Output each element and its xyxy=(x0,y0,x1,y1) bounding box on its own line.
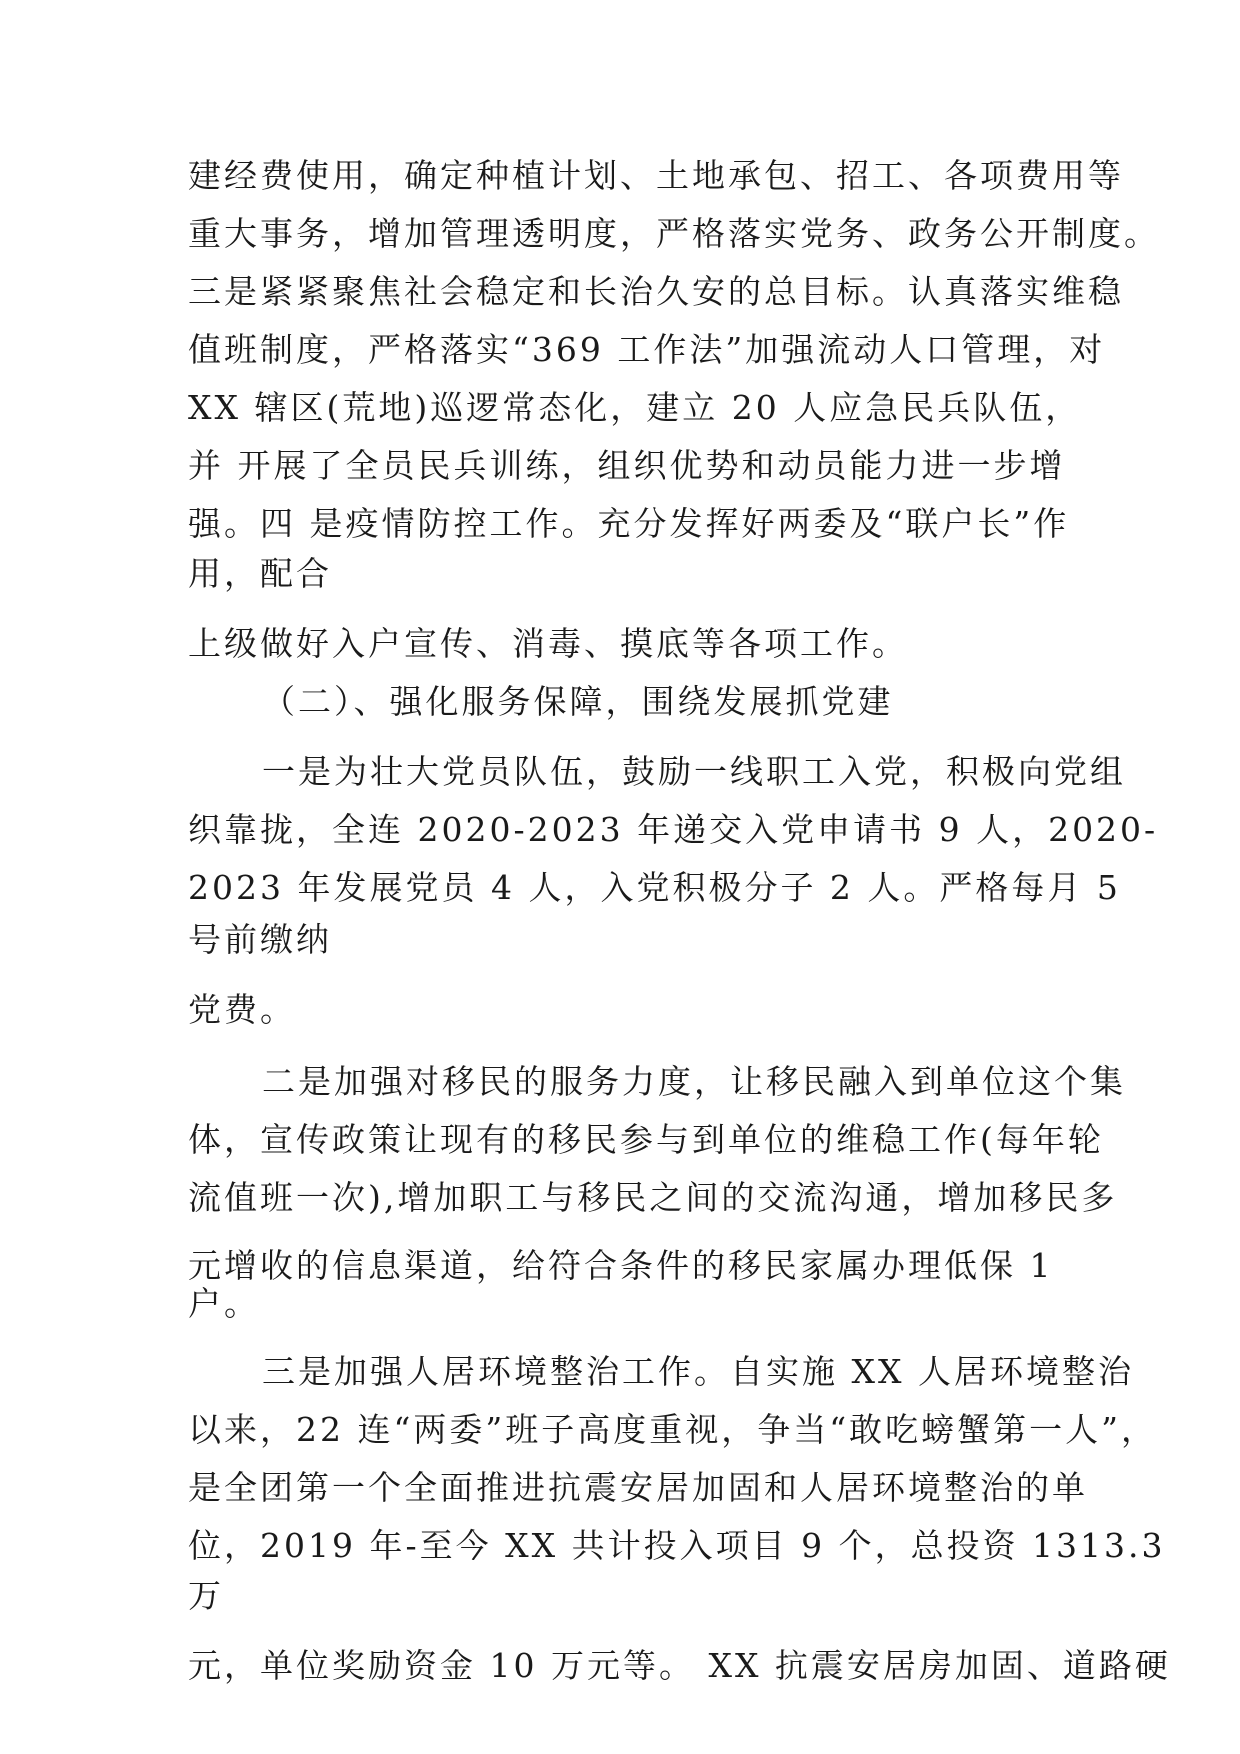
body-text-line: 上级做好入户宣传、消毒、摸底等各项工作。 xyxy=(188,624,908,663)
body-text-line: 2023 年发展党员 4 人，入党积极分子 2 人。严格每月 5 xyxy=(188,868,1121,907)
body-text-line: 以来，22 连“两委”班子高度重视，争当“敢吃螃蟹第一人”， xyxy=(188,1410,1157,1449)
body-text-line: 位，2019 年-至今 XX 共计投入项目 9 个，总投资 1313.3 xyxy=(188,1526,1166,1565)
body-text-line: 三是紧紧聚焦社会稳定和长治久安的总目标。认真落实维稳 xyxy=(188,272,1124,311)
body-text-line: 号前缴纳 xyxy=(188,920,332,959)
body-text-line: 织靠拢，全连 2020-2023 年递交入党申请书 9 人，2020- xyxy=(188,810,1159,849)
body-text-line: 万 xyxy=(188,1576,224,1615)
body-text-line: 建经费使用，确定种植计划、土地承包、招工、各项费用等 xyxy=(188,156,1124,195)
body-text-line: 是全团第一个全面推进抗震安居加固和人居环境整治的单 xyxy=(188,1468,1088,1507)
body-text-line: 元，单位奖励资金 10 万元等。 XX 抗震安居房加固、道路硬 xyxy=(188,1646,1171,1685)
body-text-line: 流值班一次),增加职工与移民之间的交流沟通，增加移民多 xyxy=(188,1178,1118,1217)
paragraph-first-line: 二是加强对移民的服务力度，让移民融入到单位这个集 xyxy=(262,1062,1126,1101)
body-text-line: 体，宣传政策让现有的移民参与到单位的维稳工作(每年轮 xyxy=(188,1120,1104,1159)
section-heading: （二）、强化服务保障，围绕发展抓党建 xyxy=(262,682,894,721)
body-text-line: 用，配合 xyxy=(188,554,332,593)
body-text-line: 党费。 xyxy=(188,990,296,1029)
paragraph-first-line: 三是加强人居环境整治工作。自实施 XX 人居环境整治 xyxy=(262,1352,1134,1391)
body-text-line: 强。四 是疫情防控工作。充分发挥好两委及“联户长”作 xyxy=(188,504,1070,543)
body-text-line: 并 开展了全员民兵训练，组织优势和动员能力进一步增 xyxy=(188,446,1066,485)
body-text-line: 户。 xyxy=(188,1284,260,1323)
body-text-line: 值班制度，严格落实“369 工作法”加强流动人口管理，对 xyxy=(188,330,1106,369)
body-text-line: 元增收的信息渠道，给符合条件的移民家属办理低保 1 xyxy=(188,1246,1054,1285)
paragraph-first-line: 一是为壮大党员队伍，鼓励一线职工入党，积极向党组 xyxy=(262,752,1126,791)
body-text-line: 重大事务，增加管理透明度，严格落实党务、政务公开制度。 xyxy=(188,214,1160,253)
body-text-line: XX 辖区(荒地)巡逻常态化，建立 20 人应急民兵队伍， xyxy=(188,388,1082,427)
